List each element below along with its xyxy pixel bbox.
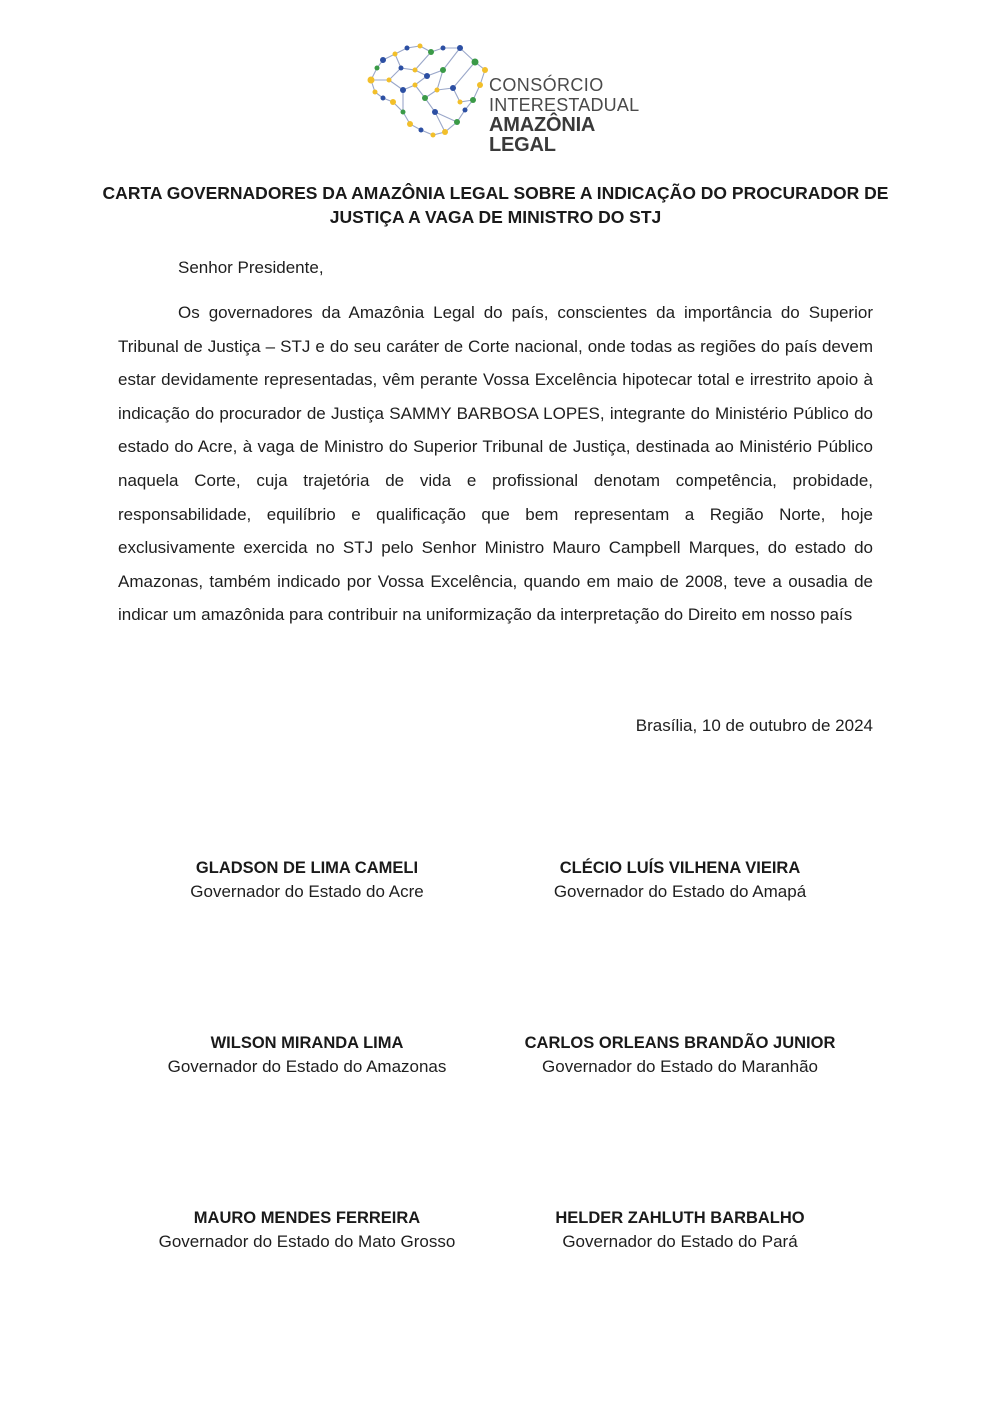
signature-block	[495, 1206, 865, 1254]
signatory-role: Governador do Estado do Pará	[562, 1232, 798, 1251]
signatory-name: CLÉCIO LUÍS VILHENA VIEIRA	[559, 859, 801, 877]
signature-block	[122, 1206, 492, 1254]
signature-block	[122, 1031, 492, 1079]
logo-line-1: CONSÓRCIO	[489, 75, 604, 95]
logo-line-3: AMAZÔNIA LEGAL	[489, 114, 595, 156]
signatory-role: Governador do Estado do Maranhão	[542, 1057, 818, 1076]
letter-greeting: Senhor Presidente,	[178, 258, 324, 277]
logo-wordmark	[489, 75, 655, 155]
signatory-role: Governador do Estado do Mato Grosso	[158, 1232, 456, 1251]
signatory-name: GLADSON DE LIMA CAMELI	[195, 859, 419, 877]
letter-title: CARTA GOVERNADORES DA AMAZÔNIA LEGAL SOBRE A INDICAÇÃO DO PROCURADOR DE JUSTIÇA A VAGA DE MINISTRO DO STJ	[102, 183, 889, 227]
signature-block	[495, 856, 865, 904]
consortium-logo	[365, 40, 655, 156]
signature-block	[495, 1031, 865, 1079]
letter-body: Os governadores da Amazônia Legal do país, conscientes da importância do Superior Tribunal de Justiça – STJ e do seu caráter de Corte nacional, onde todas as regiões do país devem estar devidamente representadas, vêm perante Vossa Excelência hipotecar total e irrestrito apoio à indicação do procurador de Justiça SAMMY BARBOSA LOPES, integrante do Ministério Público do estado do Acre, à vaga de Ministro do Superior Tribunal de Justiça, destinada ao Ministério Público naquela Corte, cuja trajetória de vida e profissional denotam competência, probidade, responsabilidade, equilíbrio e qualificação que bem representam a Região Norte, hoje exclusivamente exercida no STJ pelo Senhor Ministro Mauro Campbell Marques, do estado do Amazonas, também indicado por Vossa Excelência, quando em maio de 2008, teve a ousadia de indicar um amazônida para contribuir na uniformização da interpretação do Direito em nosso país	[118, 303, 873, 625]
logo-line-2: INTERESTADUAL	[489, 95, 640, 115]
signatory-role: Governador do Estado do Amazonas	[167, 1057, 447, 1076]
signatory-role: Governador do Estado do Acre	[190, 882, 424, 901]
signature-block	[122, 856, 492, 904]
letter-date: Brasília, 10 de outubro de 2024	[635, 716, 873, 735]
signatory-name: WILSON MIRANDA LIMA	[210, 1034, 404, 1052]
signatory-name: MAURO MENDES FERREIRA	[193, 1209, 421, 1227]
signatory-name: CARLOS ORLEANS BRANDÃO JUNIOR	[524, 1034, 836, 1052]
signatory-name: HELDER ZAHLUTH BARBALHO	[555, 1209, 805, 1227]
amazonia-network-map-icon	[365, 40, 495, 140]
signatory-role: Governador do Estado do Amapá	[553, 882, 807, 901]
